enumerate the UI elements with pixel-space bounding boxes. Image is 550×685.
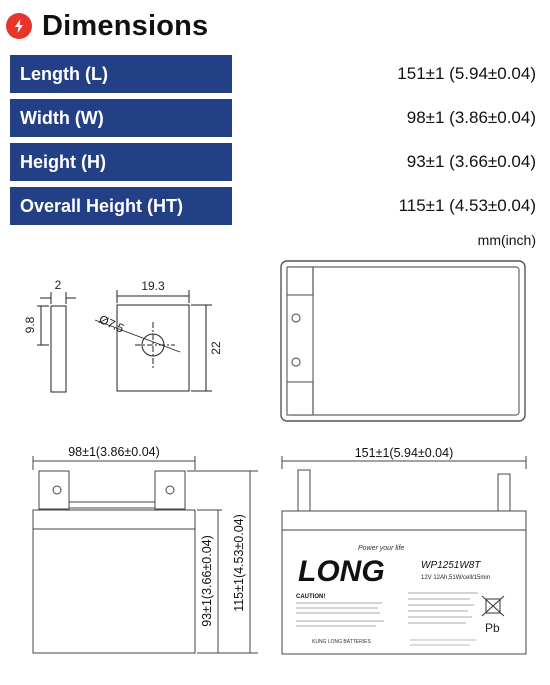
spec-label: Height (H) [10, 143, 232, 181]
dimension-drawings [0, 250, 550, 685]
spec-value: 151±1 (5.94±0.04) [397, 64, 536, 83]
spec-label: Overall Height (HT) [10, 187, 232, 225]
front-length-label: 151±1(5.94±0.04) [354, 446, 454, 460]
lightning-bolt-icon [6, 13, 32, 39]
battery-pb: Pb [485, 621, 500, 635]
side-height-label: 93±1(3.66±0.04) [200, 535, 214, 627]
terminal-thickness: 2 [54, 278, 62, 292]
battery-tagline: Power your life [358, 545, 405, 552]
spec-value: 115±1 (4.53±0.04) [398, 196, 536, 215]
spec-value: 93±1 (3.66±0.04) [406, 152, 536, 171]
terminal-width: 19.3 [141, 279, 165, 293]
unit-note: mm(inch) [477, 232, 536, 248]
terminal-drawing [37, 290, 212, 392]
title-text: Dimensions [42, 9, 209, 42]
battery-model: WP1251W8T [421, 560, 481, 571]
spec-label: Length (L) [10, 55, 232, 93]
top-view-drawing [281, 261, 525, 421]
spec-label: Width (W) [10, 99, 232, 137]
spec-row-width [10, 99, 536, 137]
battery-spec: 12V 12Ah,51W/cell/15min [421, 575, 491, 581]
side-overall-label: 115±1(4.53±0.04) [232, 514, 246, 612]
spec-value: 98±1 (3.86±0.04) [406, 108, 536, 127]
terminal-hole: Ø7.5 [96, 312, 127, 336]
side-view-drawing [33, 456, 258, 653]
terminal-height: 22 [209, 341, 223, 355]
battery-caution: CAUTION! [296, 594, 326, 600]
page-title [6, 6, 208, 46]
side-width-label: 98±1(3.86±0.04) [68, 445, 160, 459]
battery-maker: KUNG LONG BATTERIES [312, 639, 371, 645]
terminal-offset: 9.8 [23, 316, 37, 334]
spec-row-height [10, 143, 536, 181]
spec-row-length [10, 55, 536, 93]
battery-brand-logo: LONG [298, 555, 385, 588]
spec-row-overall-height [10, 187, 536, 225]
